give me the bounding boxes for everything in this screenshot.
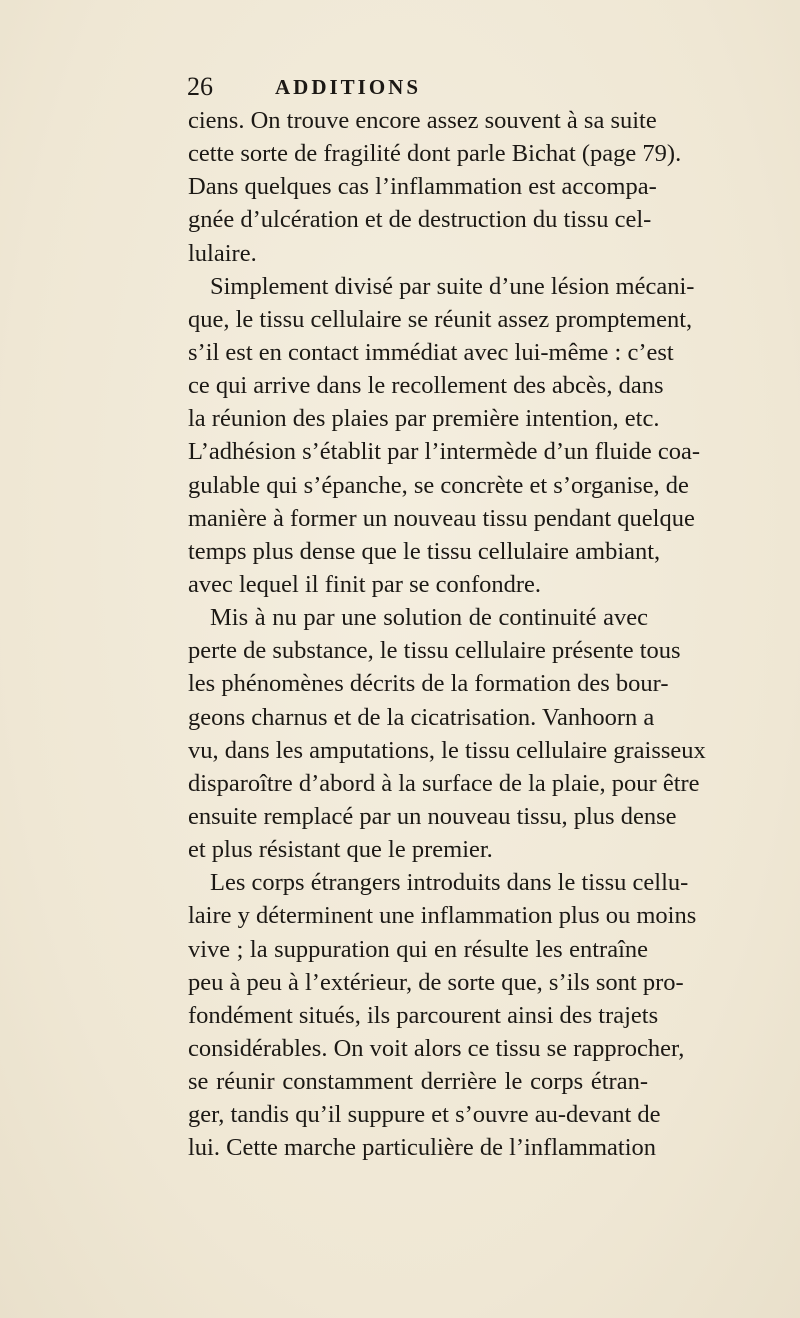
text-line: gulable qui s’épanche, se concrète et s’organise, de (188, 471, 689, 499)
text-line: cette sorte de fragilité dont parle Bichat (page 79). (188, 140, 682, 168)
paragraph-first-line: Les corps étrangers introduits dans le tissu cellu- (210, 869, 689, 897)
paragraph-first-line: Mis à nu par une solution de continuité avec (210, 604, 648, 632)
body-text (188, 104, 706, 1165)
text-line: considérables. On voit alors ce tissu se rapprocher, (188, 1034, 685, 1062)
text-line: se réunir constamment derrière le corps étran- (188, 1068, 648, 1096)
text-line: fondément situés, ils parcourent ainsi des trajets (188, 1001, 659, 1029)
text-line: les phénomènes décrits de la formation des bour- (188, 670, 669, 698)
text-line: vive ; la suppuration qui en résulte les entraîne (188, 935, 648, 963)
text-line: L’adhésion s’établit par l’intermède d’un fluide coa- (188, 438, 701, 466)
text-line: ce qui arrive dans le recollement des abcès, dans (188, 372, 664, 400)
page-number: 26 (187, 72, 213, 101)
text-line: manière à former un nouveau tissu pendant quelque (188, 504, 695, 532)
text-line: lulaire. (188, 239, 257, 267)
text-line: s’il est en contact immédiat avec lui-même : c’est (188, 338, 674, 366)
text-line: et plus résistant que le premier. (188, 836, 493, 864)
text-line: vu, dans les amputations, le tissu cellulaire graisseux (188, 736, 706, 764)
text-line: peu à peu à l’extérieur, de sorte que, s’ils sont pro- (188, 968, 684, 996)
text-line: laire y déterminent une inflammation plus ou moins (188, 902, 697, 930)
text-line: Dans quelques cas l’inflammation est accompa- (188, 173, 657, 201)
paragraph-first-line: Simplement divisé par suite d’une lésion mécani- (210, 272, 695, 300)
text-line: la réunion des plaies par première intention, etc. (188, 405, 660, 433)
text-line: que, le tissu cellulaire se réunit assez promptement, (188, 305, 693, 333)
text-line: geons charnus et de la cicatrisation. Vanhoorn a (188, 703, 655, 731)
text-line: ger, tandis qu’il suppure et s’ouvre au-devant de (188, 1101, 661, 1129)
page-header (187, 72, 647, 102)
running-head: ADDITIONS (275, 75, 422, 99)
text-line: lui. Cette marche particulière de l’inflammation (188, 1134, 657, 1162)
text-line: gnée d’ulcération et de destruction du tissu cel- (188, 206, 652, 234)
text-line: ciens. On trouve encore assez souvent à sa suite (188, 107, 657, 134)
text-line: perte de substance, le tissu cellulaire présente tous (188, 637, 681, 665)
text-line: temps plus dense que le tissu cellulaire ambiant, (188, 537, 661, 565)
text-line: disparoître d’abord à la surface de la plaie, pour être (188, 769, 700, 797)
text-line: ensuite remplacé par un nouveau tissu, plus dense (188, 802, 677, 830)
text-line: avec lequel il finit par se confondre. (188, 570, 542, 598)
